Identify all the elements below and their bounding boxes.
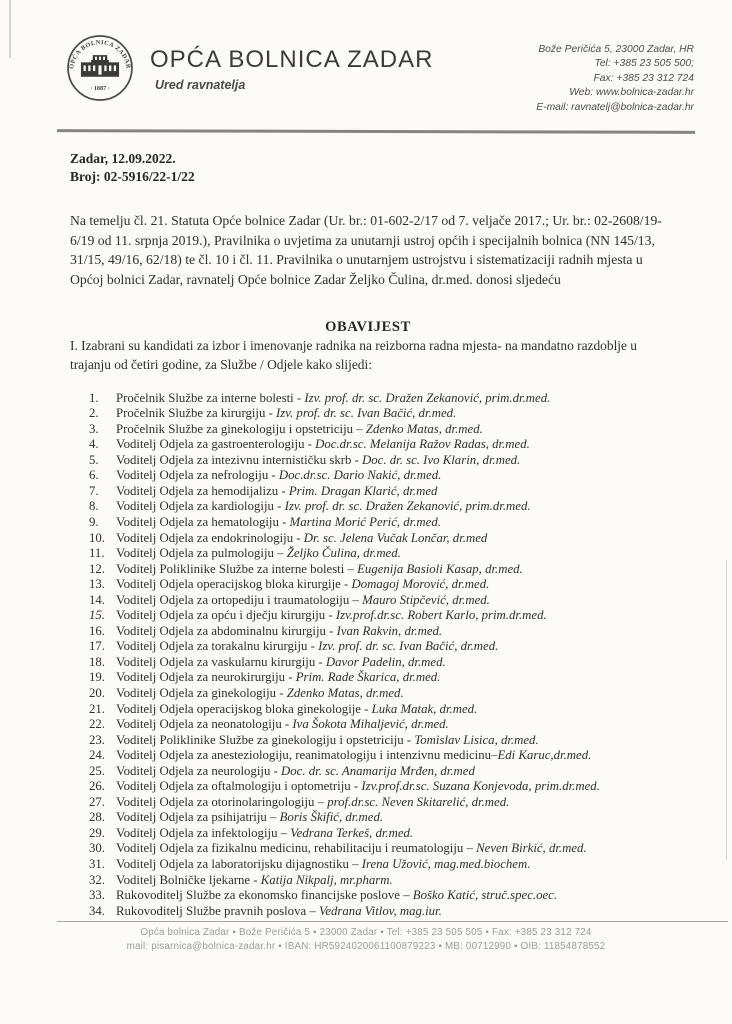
- list-item-text: Voditelj Odjela za nefrologiju - Doc.dr.sc. Dario Nakić, dr.med.: [116, 468, 442, 483]
- list-item: [89, 577, 666, 593]
- document-number: Broj: 02-5916/22-1/22: [70, 168, 195, 184]
- list-item: [89, 406, 666, 422]
- list-item: [89, 639, 666, 655]
- appointment-list: [70, 391, 666, 920]
- list-item-number: 19.: [89, 670, 105, 685]
- list-item-number: 7.: [89, 483, 99, 498]
- contact-block: [454, 34, 694, 115]
- list-item-text: Voditelj Odjela za abdominalnu kirurgiju - Ivan Rakvin, dr.med.: [116, 623, 443, 638]
- list-item-number: 20.: [89, 685, 105, 700]
- list-item-text: Voditelj Odjela za fizikalnu medicinu, rehabilitaciju i reumatologiju – Neven Birkić, dr.med.: [116, 841, 587, 856]
- list-item-text: Pročelnik Službe za kirurgiju - Izv. prof. dr. sc. Ivan Bačić, dr.med.: [116, 406, 457, 421]
- list-item: [89, 422, 666, 438]
- address-line: Bože Peričića 5, 23000 Zadar, HR: [538, 44, 694, 55]
- list-item-text: Voditelj Odjela za psihijatriju – Boris Škifić, dr.med.: [116, 810, 384, 825]
- list-item-number: 9.: [89, 514, 99, 529]
- list-item: [89, 904, 666, 920]
- list-item: [89, 499, 666, 515]
- list-item: [89, 624, 666, 640]
- notice-lead: I. Izabrani su kandidati za izbor i imenovanje radnika na reizborna radna mjesta- na mandatno razdoblje u trajanju od četiri godine, za Službe / Odjele kako slijedi:: [70, 338, 638, 372]
- list-item-text: Voditelj Odjela za gastroenterologiju - Doc.dr.sc. Melanija Ražov Radas, dr.med.: [116, 437, 530, 452]
- list-item-text: Voditelj Odjela za hematologiju - Martina Morić Perić, dr.med.: [116, 514, 441, 529]
- scan-edge-artifact: [9, 0, 11, 58]
- list-item-text: Voditelj Odjela za neurokirurgiju - Prim. Rade Škarica, dr.med.: [116, 670, 441, 685]
- list-item-number: 26.: [89, 779, 105, 794]
- document-meta: [70, 150, 666, 185]
- letterhead: [66, 34, 694, 115]
- list-item-text: Rukovoditelj Službe za ekonomsko financijske poslove – Boško Katić, struč.spec.oec.: [116, 888, 558, 903]
- list-item-text: Voditelj Odjela za endokrinologiju - Dr. sc. Jelena Vučak Lončar, dr.med: [116, 530, 488, 545]
- title-block: [150, 34, 454, 92]
- list-item-number: 3.: [89, 421, 99, 436]
- place-date: Zadar, 12.09.2022.: [70, 151, 176, 167]
- list-item: [89, 437, 666, 453]
- list-item-text: Voditelj Odjela za pulmologiju – Željko Čulina, dr.med.: [116, 546, 401, 561]
- list-item-number: 21.: [89, 701, 105, 716]
- list-item-text: Voditelj Odjela za opću i dječju kirurgiju - Izv.prof.dr.sc. Robert Karlo, prim.dr.med.: [116, 608, 547, 623]
- list-item: [89, 748, 666, 764]
- list-item-text: Voditelj Odjela za otorinolaringologiju – prof.dr.sc. Neven Skitarelić, dr.med.: [116, 794, 510, 809]
- list-item-number: 11.: [89, 546, 105, 561]
- list-item-text: Voditelj Poliklinike Službe za interne bolesti – Eugenija Basioli Kasap, dr.med.: [116, 561, 523, 576]
- list-item-number: 28.: [89, 810, 105, 825]
- list-item-text: Rukovoditelj Službe pravnih poslova – Vedrana Vitlov, mag.iur.: [116, 903, 442, 918]
- list-item-number: 15.: [89, 608, 105, 623]
- list-item-number: 17.: [89, 639, 105, 654]
- list-item: [89, 484, 666, 500]
- list-item: [89, 546, 666, 562]
- list-item-number: 5.: [89, 452, 99, 467]
- list-item-text: Voditelj Odjela za laboratorijsku dijagnostiku – Irena Užović, mag.med.biochem.: [116, 857, 531, 871]
- list-item-text: Voditelj Odjela za ginekologiju - Zdenko Matas, dr.med.: [116, 685, 404, 700]
- list-item-text: Voditelj Odjela za ortopediju i traumatologiju – Mauro Stipčević, dr.med.: [116, 592, 490, 607]
- list-item: [89, 857, 666, 873]
- list-item-number: 10.: [89, 530, 105, 545]
- list-item: [89, 873, 666, 889]
- list-item-text: Voditelj Odjela za infektologiju – Vedrana Terkeš, dr.med.: [116, 825, 414, 840]
- list-item: [89, 531, 666, 547]
- fax-line: Fax: +385 23 312 724: [593, 72, 694, 84]
- list-item: [89, 841, 666, 857]
- list-item-text: Pročelnik Službe za interne bolesti - Izv. prof. dr. sc. Dražen Zekanović, prim.dr.med.: [116, 390, 551, 405]
- list-item: [89, 686, 666, 702]
- header-divider: [57, 129, 695, 134]
- list-item-number: 25.: [89, 763, 105, 778]
- list-item-text: Voditelj Odjela za vaskularnu kirurgiju - Davor Padelin, dr.med.: [116, 654, 446, 669]
- list-item-text: Voditelj Odjela za oftalmologiju i optometriju - Izv.prof.dr.sc. Suzana Konjevoda, prim.dr.med.: [116, 779, 600, 794]
- list-item-number: 1.: [89, 390, 99, 405]
- list-item-number: 27.: [89, 794, 105, 809]
- page-footer: [0, 921, 732, 954]
- list-item-text: Voditelj Odjela za anesteziologiju, reanimatologiju i intenzivnu medicinu–Edi Karuc,dr.med.: [116, 748, 592, 763]
- list-item-number: 6.: [89, 468, 99, 483]
- notice-title: OBAVIJEST: [325, 319, 411, 336]
- list-item-number: 18.: [89, 654, 105, 669]
- list-item-text: Voditelj Odjela operacijskog bloka kirurgije - Domagoj Morović, dr.med.: [116, 577, 490, 592]
- email-line: E-mail: ravnatelj@bolnica-zadar.hr: [536, 101, 694, 113]
- seal-ring-text: OPĆA BOLNICA ZADAR: [68, 39, 132, 70]
- list-item-text: Voditelj Odjela za hemodijalizu - Prim. Dragan Klarić, dr.med: [116, 483, 438, 498]
- footer-line-2: mail: pisarnica@bolnica-zadar.hr ▪ IBAN: HR5924020061100879223 ▪ MB: 00712990 ▪ OIB: 11854878552: [126, 941, 606, 952]
- list-item: [89, 468, 666, 484]
- list-item-number: 30.: [89, 841, 105, 856]
- hospital-seal-logo: [66, 34, 134, 102]
- list-item: [89, 702, 666, 718]
- list-item-number: 14.: [89, 592, 105, 607]
- list-item: [89, 593, 666, 609]
- list-item-number: 13.: [89, 577, 105, 592]
- footer-divider: [57, 921, 728, 922]
- list-item-number: 22.: [89, 717, 105, 732]
- list-item-text: Voditelj Odjela za torakalnu kirurgiju - Izv. prof. dr. sc. Ivan Bačić, dr.med.: [116, 639, 499, 654]
- list-item-text: Voditelj Poliklinike Službe za ginekologiju i opstetriciju - Tomislav Lisica, dr.med.: [116, 732, 539, 747]
- list-item-number: 8.: [89, 499, 99, 514]
- list-item-text: Voditelj Odjela operacijskog bloka ginekologije - Luka Matak, dr.med.: [116, 701, 478, 716]
- list-item-number: 12.: [89, 561, 105, 576]
- list-item-number: 32.: [89, 872, 105, 887]
- list-item: [89, 655, 666, 671]
- list-item: [89, 810, 666, 826]
- scan-edge-artifact: [726, 560, 727, 860]
- list-item: [89, 733, 666, 749]
- list-item-number: 33.: [89, 888, 105, 903]
- list-item: [89, 670, 666, 686]
- list-item: [89, 826, 666, 842]
- phone-line: Tel: +385 23 505 500;: [594, 58, 694, 70]
- list-item: [89, 562, 666, 578]
- list-item-text: Voditelj Odjela za neonatologiju - Iva Šokota Mihaljević, dr.med.: [116, 717, 449, 732]
- list-item: [89, 795, 666, 811]
- department-name: Ured ravnatelja: [155, 78, 246, 92]
- list-item-text: Voditelj Odjela za kardiologiju - Izv. prof. dr. sc. Dražen Zekanović, prim.dr.med.: [116, 499, 531, 514]
- seal-year-text: · 1887 ·: [90, 85, 110, 93]
- legal-basis-paragraph: Na temelju čl. 21. Statuta Opće bolnice Zadar (Ur. br.: 01-602-2/17 od 7. veljače 2017.; Ur. br.: 02-2608/19-6/19 od 11. srpnja 2019.), Pravilnika o uvjetima za unutarnji ustroj općih i specijalnih bolnica (NN 145/13, 31/15, 49/16, 62/18) te čl. 10 i čl. 11. Pravilnika o unutarnjem ustrojstvu i sistematizaciji radnih mjesta u Općoj bolnici Zadar, ravnatelj Opće bolnice Zadar Željko Čulina, dr.med. donosi sljedeću: [70, 213, 662, 287]
- list-item-number: 23.: [89, 732, 105, 747]
- list-item-text: Voditelj Odjela za intezivnu internističku skrb - Doc. dr. sc. Ivo Klarin, dr.med.: [116, 452, 521, 467]
- list-item-text: Voditelj Odjela za neurologiju - Doc. dr. sc. Anamarija Mrđen, dr.med: [116, 763, 475, 778]
- list-item: [89, 453, 666, 469]
- list-item: [89, 515, 666, 531]
- footer-line-1: Opća bolnica Zadar ▪ Bože Peričića 5 ▪ 23000 Zadar ▪ Tel: +385 23 505 505 ▪ Fax: +385 23 312 724: [140, 927, 592, 938]
- list-item-number: 4.: [89, 437, 99, 452]
- list-item-number: 34.: [89, 903, 105, 918]
- list-item-number: 24.: [89, 748, 105, 763]
- list-item: [89, 888, 666, 904]
- list-item-number: 2.: [89, 406, 99, 421]
- list-item: [89, 717, 666, 733]
- list-item-text: Pročelnik Službe za ginekologiju i opstetriciju – Zdenko Matas, dr.med.: [116, 421, 483, 436]
- list-item-number: 29.: [89, 825, 105, 840]
- document-body: [70, 150, 666, 919]
- list-item: [89, 391, 666, 407]
- list-item-text: Voditelj Bolničke ljekarne - Katija Nikpalj, mr.pharm.: [116, 872, 393, 887]
- org-name: OPĆA BOLNICA ZADAR: [150, 46, 434, 73]
- list-item-number: 31.: [89, 857, 105, 871]
- list-item: [89, 779, 666, 795]
- list-item: [89, 764, 666, 780]
- list-item-number: 16.: [89, 623, 105, 638]
- list-item: [89, 608, 666, 624]
- web-line: Web: www.bolnica-zadar.hr: [569, 87, 694, 99]
